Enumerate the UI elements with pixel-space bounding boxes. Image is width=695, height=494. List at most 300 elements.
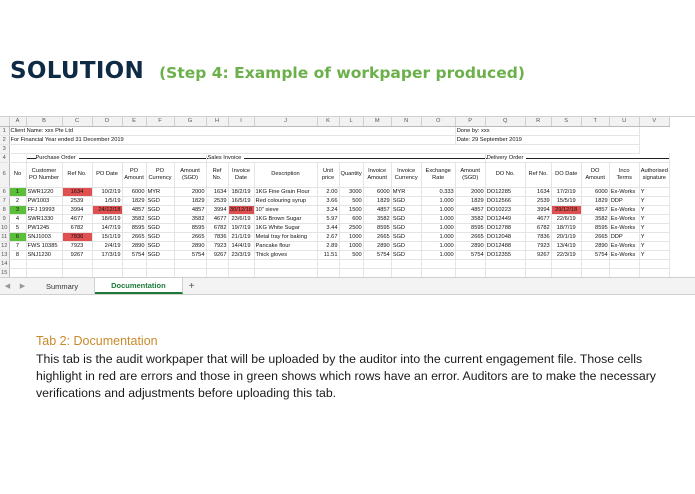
table-cell[interactable]: SGD xyxy=(146,232,174,241)
table-cell[interactable]: 18/7/19 xyxy=(551,223,581,232)
table-cell[interactable]: 14/7/19 xyxy=(92,223,122,232)
table-cell[interactable]: 7923 xyxy=(62,241,92,250)
table-cell[interactable]: DO12285 xyxy=(485,187,525,196)
table-cell[interactable]: DO12449 xyxy=(485,214,525,223)
table-cell[interactable]: 30/12/18 xyxy=(229,206,253,213)
table-cell[interactable]: 2665 xyxy=(363,232,391,241)
table-cell[interactable]: 2000 xyxy=(174,187,206,196)
table-cell[interactable]: 9267 xyxy=(206,250,228,259)
empty-cell[interactable] xyxy=(421,259,455,268)
header-cell[interactable]: DO Date xyxy=(551,162,581,187)
empty-cell[interactable] xyxy=(206,259,228,268)
table-cell[interactable]: 8595 xyxy=(122,223,146,232)
table-cell[interactable]: 3582 xyxy=(174,214,206,223)
table-cell[interactable]: SWR1220 xyxy=(26,187,62,196)
table-cell[interactable]: 1634 xyxy=(206,187,228,196)
table-cell[interactable]: 3.44 xyxy=(317,223,339,232)
empty-cell[interactable] xyxy=(122,259,146,268)
table-cell[interactable]: 1KG White Sugar xyxy=(254,223,317,232)
header-cell[interactable]: Exchange Rate xyxy=(421,162,455,187)
empty-cell[interactable] xyxy=(317,268,339,277)
empty-cell[interactable] xyxy=(609,268,639,277)
empty-cell[interactable] xyxy=(26,259,62,268)
empty-cell[interactable] xyxy=(485,259,525,268)
empty-cell[interactable] xyxy=(551,259,581,268)
table-cell[interactable]: SGD xyxy=(146,214,174,223)
table-cell[interactable]: 1829 xyxy=(122,196,146,205)
empty-cell[interactable] xyxy=(363,259,391,268)
table-cell[interactable]: 6782 xyxy=(62,223,92,232)
table-row xyxy=(0,241,669,250)
table-cell[interactable]: DO12488 xyxy=(485,241,525,250)
table-cell[interactable]: 1829 xyxy=(455,196,485,205)
column-header[interactable]: H xyxy=(206,117,228,126)
row-number[interactable]: 10 xyxy=(1,224,8,231)
table-cell[interactable]: FWS 10385 xyxy=(26,241,62,250)
header-cell[interactable]: No xyxy=(9,162,26,187)
empty-cell[interactable] xyxy=(146,259,174,268)
header-cell[interactable]: Description xyxy=(254,162,317,187)
table-cell[interactable]: 3.66 xyxy=(317,196,339,205)
table-cell[interactable]: 1000 xyxy=(339,232,363,241)
empty-cell[interactable] xyxy=(455,268,485,277)
table-cell[interactable]: 16/5/19 xyxy=(228,196,254,205)
table-cell[interactable]: 21/1/19 xyxy=(228,232,254,241)
table-cell[interactable]: 7836 xyxy=(525,232,551,241)
empty-cell[interactable] xyxy=(174,259,206,268)
table-cell[interactable]: DO10223 xyxy=(485,205,525,214)
header-cell[interactable]: PO Date xyxy=(92,162,122,187)
table-cell[interactable]: 1634 xyxy=(525,187,551,196)
table-cell[interactable]: Ex-Works xyxy=(609,241,639,250)
row-number[interactable]: 11 xyxy=(1,233,8,240)
column-header[interactable]: E xyxy=(122,117,146,126)
table-cell[interactable]: 17/3/19 xyxy=(92,250,122,259)
header-cell[interactable]: Ref No. xyxy=(206,162,228,187)
table-cell[interactable]: 17/2/19 xyxy=(551,187,581,196)
column-header[interactable]: M xyxy=(363,117,391,126)
table-cell[interactable]: 9267 xyxy=(62,250,92,259)
table-cell[interactable]: 15/5/19 xyxy=(551,196,581,205)
table-cell[interactable]: 6000 xyxy=(581,187,609,196)
table-cell[interactable]: 10" sieve xyxy=(254,205,317,214)
table-cell[interactable]: 7 xyxy=(9,241,26,250)
previous-sheet-icon[interactable]: ◀ xyxy=(4,283,11,290)
sheet-row xyxy=(0,144,669,153)
table-cell[interactable]: 4857 xyxy=(174,205,206,214)
table-cell[interactable]: 5.97 xyxy=(317,214,339,223)
empty-cell[interactable] xyxy=(551,268,581,277)
purchase-order-section[interactable] xyxy=(26,153,206,162)
table-cell[interactable]: MYR xyxy=(391,187,421,196)
header-cell[interactable]: PO Amount xyxy=(122,162,146,187)
table-cell[interactable]: 0.333 xyxy=(421,187,455,196)
header-cell[interactable]: Invoice Currency xyxy=(391,162,421,187)
row-number[interactable]: 2 xyxy=(0,135,9,144)
header-cell[interactable]: PO Currency xyxy=(146,162,174,187)
table-cell[interactable]: 8595 xyxy=(581,223,609,232)
table-cell[interactable]: 5754 xyxy=(363,250,391,259)
empty-cell[interactable] xyxy=(317,259,339,268)
table-cell[interactable]: 7923 xyxy=(206,241,228,250)
table-cell[interactable]: 1.000 xyxy=(421,232,455,241)
table-cell[interactable]: 11.51 xyxy=(317,250,339,259)
table-cell[interactable]: SGD xyxy=(391,196,421,205)
column-header[interactable]: F xyxy=(146,117,174,126)
table-cell[interactable]: 3582 xyxy=(455,214,485,223)
empty-cell[interactable] xyxy=(581,268,609,277)
table-cell[interactable]: 2665 xyxy=(455,232,485,241)
column-header[interactable]: O xyxy=(421,117,455,126)
table-cell[interactable]: 7923 xyxy=(525,241,551,250)
empty-cell[interactable] xyxy=(421,268,455,277)
header-cell[interactable]: DO No. xyxy=(485,162,525,187)
table-cell[interactable]: 4677 xyxy=(525,214,551,223)
empty-cell[interactable] xyxy=(391,259,421,268)
table-cell[interactable]: 13/4/19 xyxy=(551,241,581,250)
column-header[interactable]: V xyxy=(639,117,669,126)
empty-cell[interactable] xyxy=(254,259,317,268)
empty-cell[interactable] xyxy=(9,144,639,153)
table-cell[interactable]: 1 xyxy=(9,187,26,196)
empty-cell[interactable] xyxy=(92,259,122,268)
table-cell[interactable]: 22/6/19 xyxy=(551,214,581,223)
table-cell[interactable]: 1.000 xyxy=(421,196,455,205)
table-cell[interactable]: 14/4/19 xyxy=(228,241,254,250)
empty-cell[interactable] xyxy=(339,259,363,268)
client-name-cell[interactable]: Client Name: xxx Pte Ltd xyxy=(9,126,455,135)
table-cell[interactable]: 8595 xyxy=(174,223,206,232)
header-cell[interactable]: Amount (SGD) xyxy=(455,162,485,187)
table-cell[interactable]: Y xyxy=(639,232,669,241)
table-cell[interactable]: Y xyxy=(639,196,669,205)
table-cell[interactable]: 5 xyxy=(9,223,26,232)
table-cell[interactable]: 5754 xyxy=(581,250,609,259)
table-cell[interactable]: 3000 xyxy=(339,187,363,196)
table-cell[interactable]: SGD xyxy=(146,223,174,232)
table-cell[interactable]: Y xyxy=(639,223,669,232)
table-cell[interactable]: Ex-Works xyxy=(609,223,639,232)
header-cell[interactable]: Inco Terms xyxy=(609,162,639,187)
header-cell[interactable]: Authorised signature xyxy=(639,162,669,187)
table-cell[interactable]: 3.24 xyxy=(317,205,339,214)
table-cell[interactable]: 8595 xyxy=(363,223,391,232)
table-cell[interactable]: 1/5/19 xyxy=(92,196,122,205)
table-cell[interactable]: 1829 xyxy=(581,196,609,205)
table-cell[interactable]: 7836 xyxy=(62,232,92,241)
table-cell[interactable]: SGD xyxy=(146,250,174,259)
table-cell[interactable]: 1500 xyxy=(339,205,363,214)
table-cell[interactable]: 2890 xyxy=(581,241,609,250)
table-cell[interactable]: 6 xyxy=(9,232,26,241)
sales-invoice-section[interactable] xyxy=(206,153,485,162)
table-cell[interactable]: Ex-Works xyxy=(609,250,639,259)
row-number[interactable]: 13 xyxy=(1,251,8,258)
row-number[interactable]: 14 xyxy=(1,260,8,267)
table-cell[interactable]: 2890 xyxy=(455,241,485,250)
table-cell[interactable]: 3582 xyxy=(122,214,146,223)
next-sheet-icon[interactable]: ▶ xyxy=(19,283,26,290)
table-cell[interactable]: 3582 xyxy=(581,214,609,223)
table-cell[interactable]: 2665 xyxy=(122,232,146,241)
column-header[interactable]: C xyxy=(62,117,92,126)
table-cell[interactable]: FFJ 19993 xyxy=(26,205,62,214)
done-by-cell[interactable]: Done by: xxx xyxy=(455,126,639,135)
header-cell[interactable]: Invoice Amount xyxy=(363,162,391,187)
table-cell[interactable]: 2890 xyxy=(122,241,146,250)
empty-cell[interactable] xyxy=(92,268,122,277)
table-cell[interactable]: SNJ1003 xyxy=(26,232,62,241)
table-cell[interactable]: Y xyxy=(639,205,669,214)
empty-cell[interactable] xyxy=(581,259,609,268)
column-header[interactable]: B xyxy=(26,117,62,126)
table-cell[interactable]: SGD xyxy=(391,205,421,214)
table-cell[interactable]: 18/6/19 xyxy=(92,214,122,223)
tab-documentation[interactable]: Documentation xyxy=(95,278,183,294)
table-cell[interactable]: 2 xyxy=(9,196,26,205)
table-cell[interactable]: 8 xyxy=(9,250,26,259)
table-cell[interactable]: 5754 xyxy=(455,250,485,259)
table-cell[interactable]: 1KG Brown Sugar xyxy=(254,214,317,223)
table-cell[interactable]: SGD xyxy=(146,205,174,214)
table-cell[interactable]: Red colouring syrup xyxy=(254,196,317,205)
table-cell[interactable]: 1KG Fine Grain Flour xyxy=(254,187,317,196)
table-cell[interactable]: 2000 xyxy=(455,187,485,196)
table-cell[interactable]: 9267 xyxy=(525,250,551,259)
table-cell[interactable]: 2539 xyxy=(206,196,228,205)
column-header[interactable]: J xyxy=(254,117,317,126)
table-cell[interactable]: 4857 xyxy=(455,205,485,214)
table-row xyxy=(0,232,669,241)
table-cell[interactable]: 3 xyxy=(9,205,26,214)
table-cell[interactable]: 1.000 xyxy=(421,223,455,232)
table-cell[interactable]: 500 xyxy=(339,250,363,259)
table-cell[interactable]: Y xyxy=(639,214,669,223)
empty-cell[interactable] xyxy=(206,268,228,277)
date-cell[interactable]: Date: 29 September 2019 xyxy=(455,135,639,144)
table-cell[interactable]: 10/2/19 xyxy=(92,187,122,196)
empty-cell[interactable] xyxy=(363,268,391,277)
table-cell[interactable]: 1000 xyxy=(339,241,363,250)
column-header[interactable]: T xyxy=(581,117,609,126)
table-cell[interactable]: 5754 xyxy=(122,250,146,259)
table-cell[interactable]: DO12355 xyxy=(485,250,525,259)
table-cell[interactable]: Ex-Works xyxy=(609,205,639,214)
row-number[interactable]: 8 xyxy=(0,205,9,214)
financial-year-cell[interactable]: For Financial Year ended 31 December 2019 xyxy=(9,135,455,144)
header-cell[interactable]: Unit price xyxy=(317,162,339,187)
table-cell[interactable]: 18/2/19 xyxy=(228,187,254,196)
table-cell[interactable]: MYR xyxy=(146,187,174,196)
table-cell[interactable]: DO12048 xyxy=(485,232,525,241)
header-cell[interactable]: Invoice Date xyxy=(228,162,254,187)
table-cell[interactable]: SGD xyxy=(391,241,421,250)
table-cell[interactable]: PW1245 xyxy=(26,223,62,232)
empty-cell[interactable] xyxy=(485,268,525,277)
table-cell[interactable]: DO12566 xyxy=(485,196,525,205)
tab-summary[interactable]: Summary xyxy=(30,278,95,294)
table-cell[interactable]: 500 xyxy=(339,196,363,205)
empty-cell[interactable] xyxy=(62,268,92,277)
table-cell[interactable]: 3994 xyxy=(62,205,92,214)
empty-cell[interactable] xyxy=(455,259,485,268)
empty-cell[interactable] xyxy=(254,268,317,277)
row-number[interactable]: 1 xyxy=(0,126,9,135)
table-cell[interactable]: SNJ1230 xyxy=(26,250,62,259)
table-cell[interactable]: 6782 xyxy=(525,223,551,232)
table-cell[interactable]: 7836 xyxy=(206,232,228,241)
empty-cell[interactable] xyxy=(609,259,639,268)
table-cell[interactable]: 1.000 xyxy=(421,205,455,214)
table-cell[interactable]: SGD xyxy=(146,241,174,250)
empty-cell[interactable] xyxy=(228,259,254,268)
empty-cell[interactable] xyxy=(9,259,26,268)
row-number[interactable]: 7 xyxy=(0,196,9,205)
empty-cell[interactable] xyxy=(228,268,254,277)
table-cell[interactable]: 20/1/19 xyxy=(551,232,581,241)
table-cell[interactable]: DDP xyxy=(609,196,639,205)
table-cell[interactable]: 19/7/19 xyxy=(228,223,254,232)
table-cell[interactable]: 23/6/19 xyxy=(228,214,254,223)
row-number[interactable]: 6 xyxy=(0,162,9,187)
table-cell[interactable]: 4857 xyxy=(122,205,146,214)
table-cell[interactable]: 3582 xyxy=(363,214,391,223)
empty-cell[interactable] xyxy=(122,268,146,277)
table-cell[interactable]: 29/12/18 xyxy=(551,205,581,214)
table-cell[interactable]: 2890 xyxy=(174,241,206,250)
column-header[interactable]: N xyxy=(391,117,421,126)
table-cell[interactable]: Ex-Works xyxy=(609,214,639,223)
table-cell[interactable]: 4677 xyxy=(206,214,228,223)
column-header[interactable]: I xyxy=(228,117,254,126)
column-header[interactable]: R xyxy=(525,117,551,126)
column-header[interactable]: A xyxy=(9,117,26,126)
empty-cell[interactable] xyxy=(339,268,363,277)
table-cell[interactable]: SGD xyxy=(146,196,174,205)
column-header[interactable]: S xyxy=(551,117,581,126)
empty-cell[interactable] xyxy=(62,259,92,268)
table-cell[interactable]: SGD xyxy=(391,223,421,232)
table-cell[interactable]: SGD xyxy=(391,250,421,259)
data-rows xyxy=(0,187,669,259)
row-number[interactable]: 6 xyxy=(0,187,9,196)
header-cell[interactable]: Ref No. xyxy=(62,162,92,187)
table-cell[interactable]: Ex-Works xyxy=(609,187,639,196)
table-cell[interactable]: 2/4/19 xyxy=(92,241,122,250)
table-cell[interactable]: Y xyxy=(639,187,669,196)
header-cell[interactable]: Ref No. xyxy=(525,162,551,187)
select-all-corner[interactable] xyxy=(0,117,9,126)
table-cell[interactable]: 2500 xyxy=(339,223,363,232)
table-cell[interactable]: DO12788 xyxy=(485,223,525,232)
table-cell[interactable]: 8595 xyxy=(455,223,485,232)
table-cell[interactable]: 2.89 xyxy=(317,241,339,250)
empty-cell[interactable] xyxy=(525,268,551,277)
table-cell[interactable]: 4 xyxy=(9,214,26,223)
table-cell[interactable]: 600 xyxy=(339,214,363,223)
add-sheet-button[interactable]: + xyxy=(188,280,195,292)
table-cell[interactable]: 23/3/19 xyxy=(228,250,254,259)
table-cell[interactable]: 6000 xyxy=(122,187,146,196)
empty-cell[interactable] xyxy=(639,268,669,277)
table-cell[interactable]: Pancake flour xyxy=(254,241,317,250)
column-header[interactable]: K xyxy=(317,117,339,126)
empty-cell[interactable] xyxy=(174,268,206,277)
row-number[interactable]: 3 xyxy=(0,144,9,153)
table-cell[interactable]: SGD xyxy=(391,232,421,241)
table-cell[interactable]: 4857 xyxy=(363,205,391,214)
table-cell[interactable]: SGD xyxy=(391,214,421,223)
table-cell[interactable]: 2539 xyxy=(525,196,551,205)
column-header[interactable]: U xyxy=(609,117,639,126)
empty-cell[interactable] xyxy=(9,268,26,277)
table-cell[interactable]: Y xyxy=(639,241,669,250)
row-number[interactable]: 15 xyxy=(1,269,8,276)
table-cell[interactable]: 1634 xyxy=(62,187,92,196)
spreadsheet-grid xyxy=(0,117,670,295)
table-cell[interactable]: SWR1330 xyxy=(26,214,62,223)
table-cell[interactable]: PW1003 xyxy=(26,196,62,205)
table-cell[interactable]: 4857 xyxy=(581,205,609,214)
table-cell[interactable]: 22/3/19 xyxy=(551,250,581,259)
row-number[interactable]: 9 xyxy=(0,214,9,223)
table-cell[interactable]: 6000 xyxy=(363,187,391,196)
column-header[interactable]: D xyxy=(92,117,122,126)
table-cell[interactable]: 2890 xyxy=(363,241,391,250)
delivery-order-section[interactable] xyxy=(485,153,669,162)
table-cell[interactable]: 2665 xyxy=(581,232,609,241)
header-cell[interactable]: DO Amount xyxy=(581,162,609,187)
table-cell[interactable]: 3994 xyxy=(525,205,551,214)
empty-cell[interactable] xyxy=(525,259,551,268)
column-header[interactable]: L xyxy=(339,117,363,126)
table-cell[interactable]: 24/12/18 xyxy=(92,205,122,214)
table-cell[interactable]: 2665 xyxy=(174,232,206,241)
table-cell[interactable]: 5754 xyxy=(174,250,206,259)
table-cell[interactable]: 1829 xyxy=(363,196,391,205)
empty-cell[interactable] xyxy=(391,268,421,277)
table-cell[interactable]: 1.000 xyxy=(421,250,455,259)
table-cell[interactable]: 1.000 xyxy=(421,241,455,250)
table-cell[interactable]: 2.00 xyxy=(317,187,339,196)
table-cell[interactable]: Thick gloves xyxy=(254,250,317,259)
table-cell[interactable]: 2.67 xyxy=(317,232,339,241)
column-header[interactable]: G xyxy=(174,117,206,126)
table-cell[interactable]: 1.000 xyxy=(421,214,455,223)
table-cell[interactable]: Y xyxy=(639,250,669,259)
row-number[interactable]: 12 xyxy=(1,242,8,249)
table-cell[interactable]: 2539 xyxy=(62,196,92,205)
column-header[interactable]: Q xyxy=(485,117,525,126)
table-cell[interactable]: 3994 xyxy=(206,205,228,214)
table-cell[interactable]: 1829 xyxy=(174,196,206,205)
header-cell[interactable]: Amount (SGD) xyxy=(174,162,206,187)
empty-cell[interactable] xyxy=(639,259,669,268)
table-cell[interactable]: Metal tray for baking xyxy=(254,232,317,241)
header-cell[interactable]: Customer PO Number xyxy=(26,162,62,187)
table-cell[interactable]: 6782 xyxy=(206,223,228,232)
table-cell[interactable]: 4677 xyxy=(62,214,92,223)
header-cell[interactable]: Quantity xyxy=(339,162,363,187)
row-number[interactable]: 4 xyxy=(0,153,9,162)
table-cell[interactable]: 15/1/19 xyxy=(92,232,122,241)
column-header-row xyxy=(0,117,669,126)
empty-cell[interactable] xyxy=(146,268,174,277)
column-header[interactable]: P xyxy=(455,117,485,126)
table-cell[interactable]: DDP xyxy=(609,232,639,241)
empty-cell[interactable] xyxy=(26,268,62,277)
empty-cell[interactable] xyxy=(9,153,26,162)
